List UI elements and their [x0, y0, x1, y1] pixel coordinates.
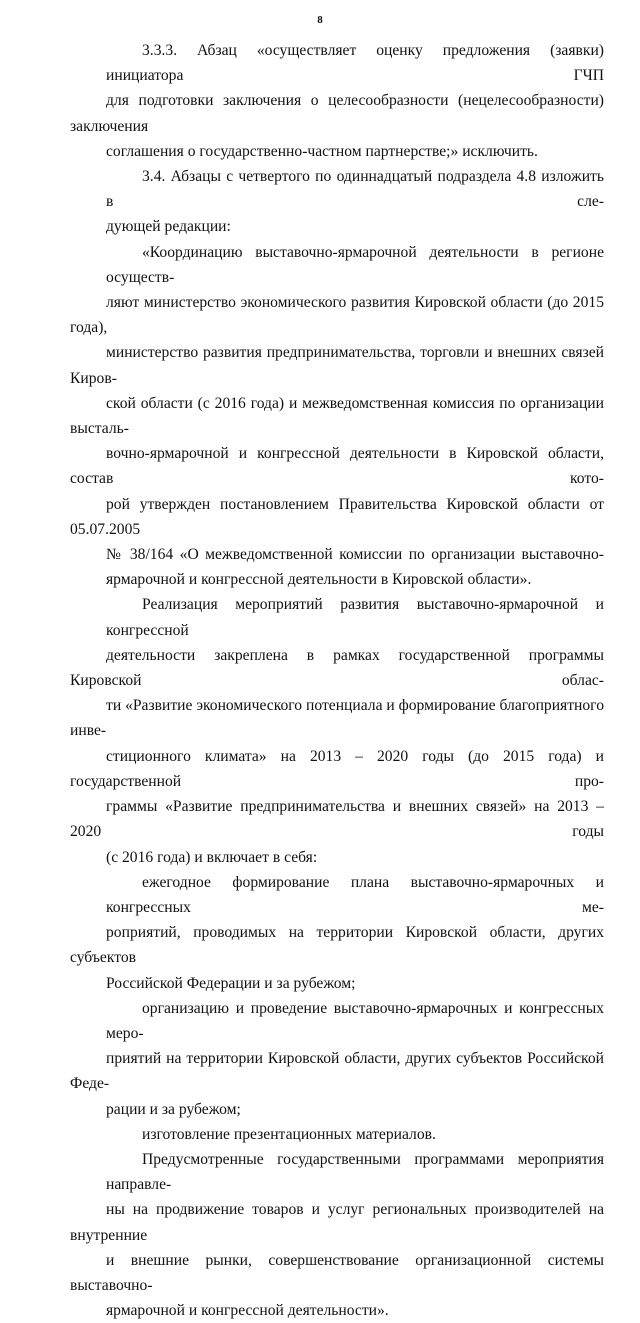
text-line: № 38/164 «О межведомственной комиссии по организации выставочно-	[106, 546, 604, 564]
text-line: Российской Федерации и за рубежом;	[106, 974, 356, 992]
paragraph-3-3-3	[70, 38, 604, 164]
text-line: ежегодное формирование плана выставочно-ярмарочных и конгрессных ме-	[106, 873, 604, 916]
text-line: соглашения о государственно-частном партнерстве;» исключить.	[106, 142, 538, 160]
text-line: Предусмотренные государственными программами мероприятия направле-	[106, 1150, 604, 1194]
text-line: ти «Развитие экономического потенциала и формирование благоприятного инве-	[70, 697, 604, 740]
text-line: Реализация мероприятий развития выставочно-ярмарочной и конгрессной	[106, 596, 604, 639]
paragraph-measures	[70, 1147, 604, 1323]
text-line: организацию и проведение выставочно-ярмарочных и конгрессных меро-	[106, 999, 604, 1042]
text-line: министерство развития предпринимательства, торговли и внешних связей Киров-	[70, 344, 604, 387]
paragraph-3-4	[70, 164, 604, 240]
text-line: «Координацию выставочно-ярмарочной деятельности в регионе осуществ-	[106, 243, 604, 286]
paragraph-coordination	[70, 240, 604, 593]
paragraph-implementation	[70, 592, 604, 869]
list-item-organization	[70, 996, 604, 1122]
text-line: рации и за рубежом;	[106, 1100, 241, 1118]
text-line: и внешние рынки, совершенствование организационной системы выставочно-	[70, 1251, 604, 1294]
text-line: 3.4. Абзацы с четвертого по одиннадцатый подраздела 4.8 изложить в сле-	[106, 168, 604, 211]
text-line: рой утвержден постановлением Правительства Кировской области от 05.07.2005	[70, 495, 604, 538]
page-number: 8	[317, 14, 323, 26]
text-line: стиционного климата» на 2013 – 2020 годы (до 2015 года) и государственной про-	[70, 747, 604, 790]
text-line: ской области (с 2016 года) и межведомственная комиссия по организации высталь-	[70, 394, 604, 438]
text-line: изготовление презентационных материалов.	[142, 1125, 436, 1143]
text-line: роприятий, проводимых на территории Кировской области, других субъектов	[70, 924, 604, 967]
text-line: деятельности закреплена в рамках государственной программы Кировской облас-	[70, 646, 604, 690]
text-line: приятий на территории Кировской области, других субъектов Российской Феде-	[70, 1050, 604, 1093]
text-line: граммы «Развитие предпринимательства и внешних связей» на 2013 – 2020 годы	[70, 798, 604, 841]
text-line: ляют министерство экономического развития Кировской области (до 2015 года),	[70, 294, 604, 337]
list-item-annual-plan	[70, 870, 604, 996]
text-line: 3.3.3. Абзац «осуществляет оценку предложения (заявки) инициатора ГЧП	[106, 42, 604, 85]
text-line: для подготовки заключения о целесообразности (нецелесообразности) заключения	[70, 92, 604, 135]
list-item-presentation	[70, 1122, 604, 1147]
text-line: ны на продвижение товаров и услуг региональных производителей на внутренние	[70, 1201, 604, 1244]
text-line: вочно-ярмарочной и конгрессной деятельности в Кировской области, состав кото-	[70, 445, 604, 488]
document-body	[70, 38, 604, 1323]
text-line: (с 2016 года) и включает в себя:	[106, 848, 318, 866]
text-line: ярмарочной и конгрессной деятельности в Кировской области».	[106, 571, 532, 589]
text-line: ярмарочной и конгрессной деятельности».	[106, 1302, 389, 1320]
text-line: дующей редакции:	[106, 218, 231, 236]
